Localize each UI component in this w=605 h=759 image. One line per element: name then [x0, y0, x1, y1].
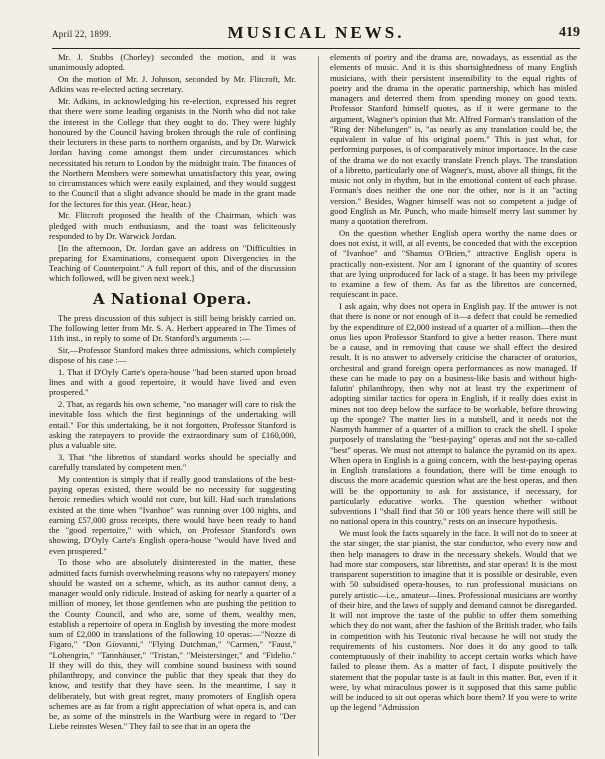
- paragraph: 1. That if D'Oyly Carte's opera-house "had been started upon broad lines and with a good repertoire, it would have lived and even prospered.": [49, 366, 296, 398]
- paragraph: On the motion of Mr. J. Johnson, seconded by Mr. Flitcroft, Mr. Adkins was re-elected acting secretary.: [49, 74, 296, 95]
- paragraph: Sir,—Professor Stanford makes three admissions, which completely dispose of his case :—: [49, 344, 296, 365]
- page-header: [52, 22, 580, 49]
- paragraph: Mr. J. Stubbs (Chorley) seconded the motion, and it was unanimously adopted.: [49, 52, 296, 73]
- paragraph: Mr. Adkins, in acknowledging his re-election, expressed his regret that there were some leading organists in the North who did not take the interest in the College that they ought to do. They were highly honoured by the Council having broken through the rule of confining their lecturers in these parts to northern organists, and by Dr. Warwick Jordan having come amongst them under circumstances which necessitated his return to London by the midnight train. The finances of the Northern Members were somewhat unsatisfactory this year, owing to circumstances which were easily explained, and they would suggest to the Council that a slight advance should be made in the grant made for the lectures for this year. (Hear, hear.): [49, 96, 296, 209]
- paragraph: 2. That, as regards his own scheme, "no manager will care to risk the inevitable loss which the first beginnings of the undertaking will entail." For this undertaking, be it not forgotten, Professor Stanford is asking the ratepayers to provide the extraordinary sum of £160,000, plus a valuable site.: [49, 399, 296, 450]
- left-column: [49, 52, 296, 752]
- paragraph: On the question whether English opera worthy the name does or does not exist, it will, at all events, be conceded that with the exception of "Ivanhoe" and "Shamus O'Brien," attractive English opera is practically non-existent. Nor am I ignorant of the quantity of scores that are lying unproduced for lack of a stage. It has been my privilege to examine a few of them. As far as the librettos are concerned, requiescant in pace.: [330, 227, 577, 300]
- issue-date: April 22, 1899.: [52, 29, 112, 39]
- paragraph: Mr. Flitcroft proposed the health of the Chairman, which was pledged with much enthusiasm, and the toast was feliciteously responded to by Dr. Warwick Jordan.: [49, 210, 296, 241]
- paragraph: To those who are absolutely disinterested in the matter, these admitted facts furnish overwhelming reasons why no ratepayers' money should be wasted on a scheme, which, as its author cannot deny, a manager would only ridicule. Instead of asking for nearly a quarter of a million of money, let those gentlemen who are pushing the petition to the County Council, and who are, some of them, wealthy men, establish a repertoire of opera in English by investing the more modest sum of £2,000 in translations of the following 10 operas:—"Nozze di Figaro," "Don Giovanni," "Flying Dutchman," "Carmen," "Faust," "Lohengrin," "Tannhäuser," "Tristan," "Meistersinger," and "Fidelio." If they will do this, they will combine sound business with sound philanthropy, and convince the public that they speak that they do know, and testify that they have seen. In the meantime, I say it deliberately, but with great regret, many promoters of English opera schemes are as far from a right appreciation of what opera is, and can be, as some of the minstrels in the Wartburg were in regard to "Der Liebe reinstes Wesen." They fail to see that in an opera the: [49, 557, 296, 732]
- paragraph: My contention is simply that if really good translations of the best-paying operas existed, there would be no necessity for suggesting heroic remedies which would not cure, but kill. Had such translations existed at the time when "Ivanhoe" was running over 100 nights, and earning £57,000 gross receipts, there would have been ready to hand the "good repertoire," with which, on Professor Stanford's own showing, D'Oyly Carte's English opera-house "would have lived and even prospered.": [49, 473, 296, 556]
- paragraph: We must look the facts squarely in the face. It will not do to sneer at the star singer, the star pianist, the star conductor, who every now and then help managers to draw in the necessary shekels. Would that we had more star composers, star librettists, and star operas! It is the most transparent superstition to imagine that it is possible or desirable, even with 50 subsidised opera-houses, to run professional musicians on purely artistic—i.e., amateur—lines. Professional musicians are worthy of their hire, and the laws of supply and demand cannot be disregarded. It will not improve the taste of the public to offer them something which they do not want, after the fashion of the British trader, who fails in competition with his Teutonic rival because he will not study the requirements of his customers. Nor does it do any good to talk contemptuously of their inability to accept certain works which have failed to please them. As a matter of fact, I dispute positively the statement that the popular taste is at fault in this matter. But, even if it were, by what miraculous power is it supposed that this same public will be induced to sit out operas which bore them? If you were to write up the legend "Admission: [330, 528, 577, 713]
- paragraph: [In the afternoon, Dr. Jordan gave an address on "Difficulties in preparing for Examinations, consequent upon Divergencies in the Teaching of Counterpoint." A full report of this, and of the discussion which followed, will be given next week.]: [49, 242, 296, 284]
- paragraph: The press discussion of this subject is still being briskly carried on. The following letter from Mr. S. A. Herbert appeared in The Times of 11th inst., in reply to some of Dr. Stanford's arguments :—: [49, 312, 296, 343]
- paragraph: I ask again, why does not opera in English pay. If the answer is not that there is none or not enough of it—a defect that could be remedied by the expenditure of £2,000 instead of a quarter of a million—then the onus lies upon Professor Stanford to give a better reason. There must be a cause, and in removing that cause we shall effect the desired result. It is no answer to adversely criticise the character of oratorios, orchestral and grand foreign opera performances as now managed. If these can be made to pay on a business-like basis and without high-falutin' philanthropy, then why not at least try the experiment of adopting similar tactics for opera in English, if it really does exist in mines not too deep below the surface to be workable, before throwing up the sponge? The matter lies in a nutshell, and it needs not the Nasmyth hammer of a quarter of a million to crack the shell. I spoke purposely of translating the "best-paying" operas and not the so-called "best" operas. We must not attempt to balance the pyramid on its apex. When opera in English is a going concern, with the best-paying operas in English translations a foundation, there will be time enough to discuss the more academic question what are the best operas, and then will be the opportunity to ask for assistance, if necessary, for particularly educative works. The question whether without subventions I "shall find that 50 or 100 years hence there will still be no national opera in this country," rests on an insecure hypothesis.: [330, 301, 577, 527]
- page-number: 419: [559, 25, 580, 40]
- paragraph: elements of poetry and the drama are, nowadays, as essential as the elements of music. And it is this shortsightedness of many English musicians, with their persistent insensibility to the equal rights of poetry and the drama in the operatic partnership, which has misled managers and deterred them from spending money on good texts. Professor Stanford himself quotes, as if it were germane to the argument, Wagner's opinion that Mr. Alfred Forman's translation of the "Ring der Nibelungen" is, "as nearly as any translation could be, the equivalent in value of his original poem." This is just what, for performing purposes, is of comparatively minor importance. In the case of the drama we do not exactly translate French plays. The translation of a libretto, particularly one of Wagner's, must, above all things, fit the music not only in rhythm, but in the emotional content of each phrase. Forman's does neither the one nor the other, nor is it an "acting version." Besides, Wagner himself was not so competent a judge of good English as Mr. Punch, who made himself merry last summer by many a quotation therefrom.: [330, 52, 577, 226]
- publication-title: MUSICAL NEWS.: [227, 23, 405, 42]
- right-column: [330, 52, 577, 752]
- article-heading: A National Opera.: [93, 289, 252, 308]
- paragraph: 3. That "the librettos of standard works should be specially and carefully translated by competent men.": [49, 451, 296, 472]
- column-divider: [318, 56, 319, 756]
